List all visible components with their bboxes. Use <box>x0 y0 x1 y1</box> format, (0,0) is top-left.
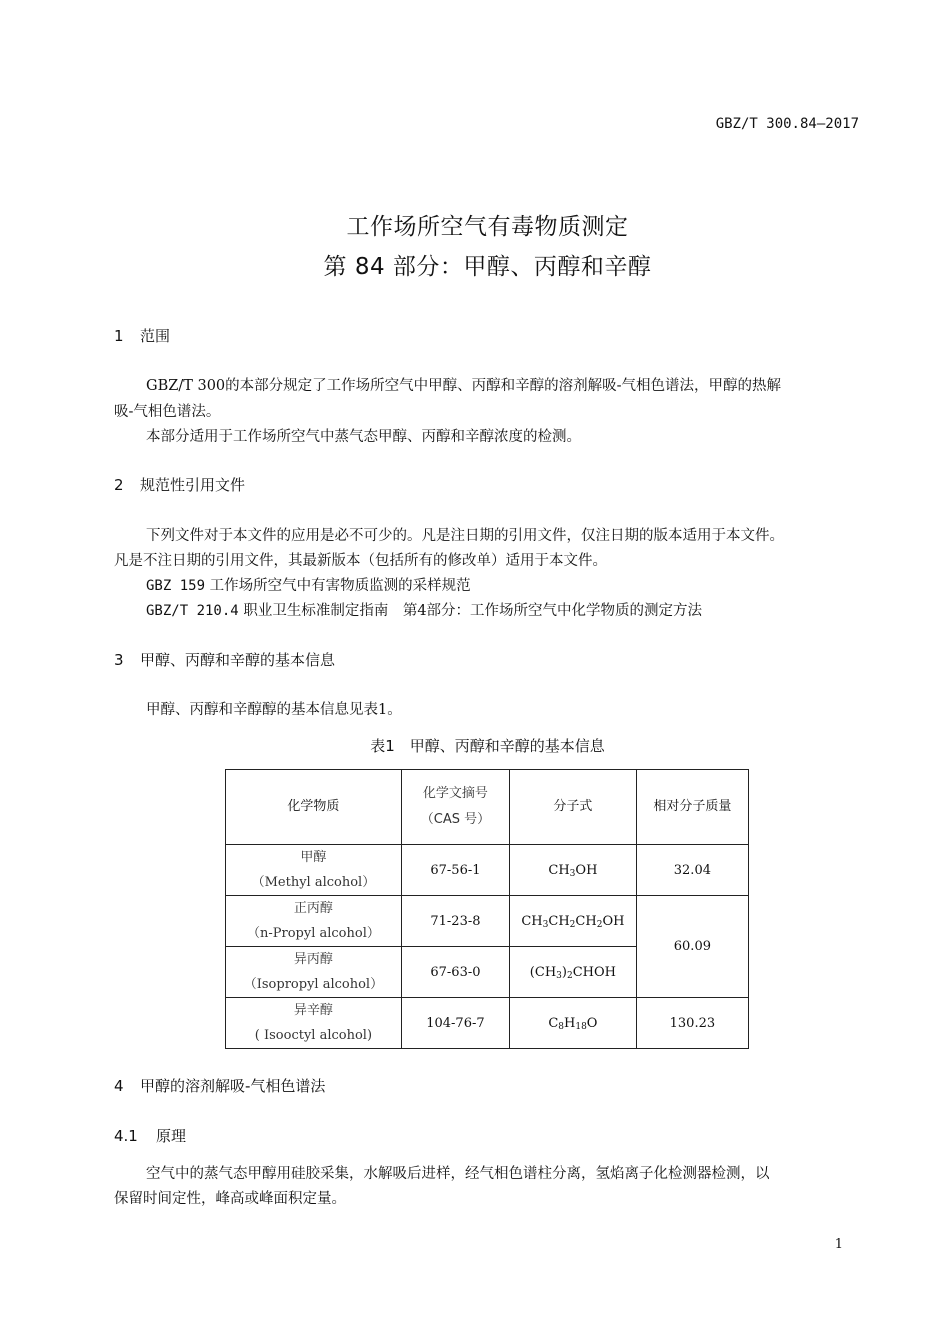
mass-cell: 60.09 <box>636 896 748 998</box>
paragraph: 下列文件对于本文件的应用是必不可少的。凡是注日期的引用文件，仅注日期的版本适用于本文件。 <box>146 528 784 544</box>
section-title: 甲醇、丙醇和辛醇的基本信息 <box>140 651 336 669</box>
substance-cell <box>226 896 402 947</box>
section-3-heading <box>114 649 335 670</box>
table-row <box>226 896 749 947</box>
substance-cn: 异辛醇 <box>293 1003 333 1018</box>
substance-cn: 甲醇 <box>300 850 327 865</box>
document-title-line2: 第 84 部分：甲醇、丙醇和辛醇 <box>323 254 652 280</box>
section-number: 2 <box>114 476 124 494</box>
standard-code: GBZ/T 300.84—2017 <box>715 116 859 132</box>
section-number: 3 <box>114 651 124 669</box>
cas-cell: 71-23-8 <box>401 896 509 947</box>
mass-cell: 32.04 <box>636 845 748 896</box>
reference-item <box>146 599 702 620</box>
reference-code: GBZ 159 <box>146 578 206 594</box>
formula-cell: $CH_3CH_2CH_2OH$ <box>510 896 637 947</box>
document-title-line1: 工作场所空气有毒物质测定 <box>346 214 629 240</box>
section-number: 4.1 <box>114 1127 138 1145</box>
section-title: 甲醇的溶剂解吸-气相色谱法 <box>140 1077 326 1095</box>
table-caption: 表1 甲醇、丙醇和辛醇的基本信息 <box>370 737 605 755</box>
section-title: 规范性引用文件 <box>140 476 246 494</box>
section-number: 1 <box>114 327 124 345</box>
section-title: 原理 <box>156 1127 187 1145</box>
substance-cell <box>226 998 402 1049</box>
table-row <box>226 998 749 1049</box>
paragraph: GBZ/T 300的本部分规定了工作场所空气中甲醇、丙醇和辛醇的溶剂解吸-气相色谱法，甲醇的热解 <box>146 378 782 394</box>
substance-en: （Methyl alcohol） <box>251 875 376 890</box>
formula-cell: $C_8H_{18}O$ <box>510 998 637 1049</box>
reference-title: 工作场所空气中有害物质监测的采样规范 <box>209 578 471 594</box>
header-cas-line1: 化学文摘号 <box>422 786 488 801</box>
header-substance: 化学物质 <box>226 770 402 845</box>
paragraph: 吸-气相色谱法。 <box>114 404 221 420</box>
section-4-1-heading <box>114 1125 186 1146</box>
cas-cell: 104-76-7 <box>401 998 509 1049</box>
header-cas-line2: （CAS 号） <box>420 812 491 827</box>
section-2-heading <box>114 474 245 495</box>
reference-title: 职业卫生标准制定指南 第4部分：工作场所空气中化学物质的测定方法 <box>243 603 703 619</box>
section-1-heading <box>114 325 170 346</box>
table-row <box>226 845 749 896</box>
substance-cn: 异丙醇 <box>293 952 333 967</box>
reference-item <box>146 574 471 595</box>
header-formula: 分子式 <box>510 770 637 845</box>
basic-info-table <box>225 769 749 1049</box>
mass-cell: 130.23 <box>636 998 748 1049</box>
header-mass: 相对分子质量 <box>636 770 748 845</box>
cas-cell: 67-56-1 <box>401 845 509 896</box>
section-4-heading <box>114 1075 325 1096</box>
section-title: 范围 <box>140 327 171 345</box>
reference-code: GBZ/T 210.4 <box>146 603 239 619</box>
paragraph: 空气中的蒸气态甲醇用硅胶采集，水解吸后进样，经气相色谱柱分离，氢焰离子化检测器检测，以 <box>146 1166 770 1182</box>
paragraph: 本部分适用于工作场所空气中蒸气态甲醇、丙醇和辛醇浓度的检测。 <box>146 429 581 445</box>
paragraph: 保留时间定性，峰高或峰面积定量。 <box>114 1191 346 1207</box>
substance-en: （n-Propyl alcohol） <box>246 926 380 941</box>
cas-cell: 67-63-0 <box>401 947 509 998</box>
page-number: 1 <box>834 1237 843 1252</box>
paragraph: 甲醇、丙醇和辛醇醇的基本信息见表1。 <box>146 702 402 718</box>
substance-en: （Isopropyl alcohol） <box>243 977 384 992</box>
section-number: 4 <box>114 1077 124 1095</box>
substance-cell <box>226 947 402 998</box>
header-cas <box>401 770 509 845</box>
formula-cell: $(CH_3)_2CHOH$ <box>510 947 637 998</box>
table-header-row <box>226 770 749 845</box>
paragraph: 凡是不注日期的引用文件，其最新版本（包括所有的修改单）适用于本文件。 <box>114 553 607 569</box>
substance-cn: 正丙醇 <box>293 901 333 916</box>
substance-cell <box>226 845 402 896</box>
formula-cell: $CH_3OH$ <box>510 845 637 896</box>
substance-en: ( Isooctyl alcohol) <box>254 1028 373 1043</box>
